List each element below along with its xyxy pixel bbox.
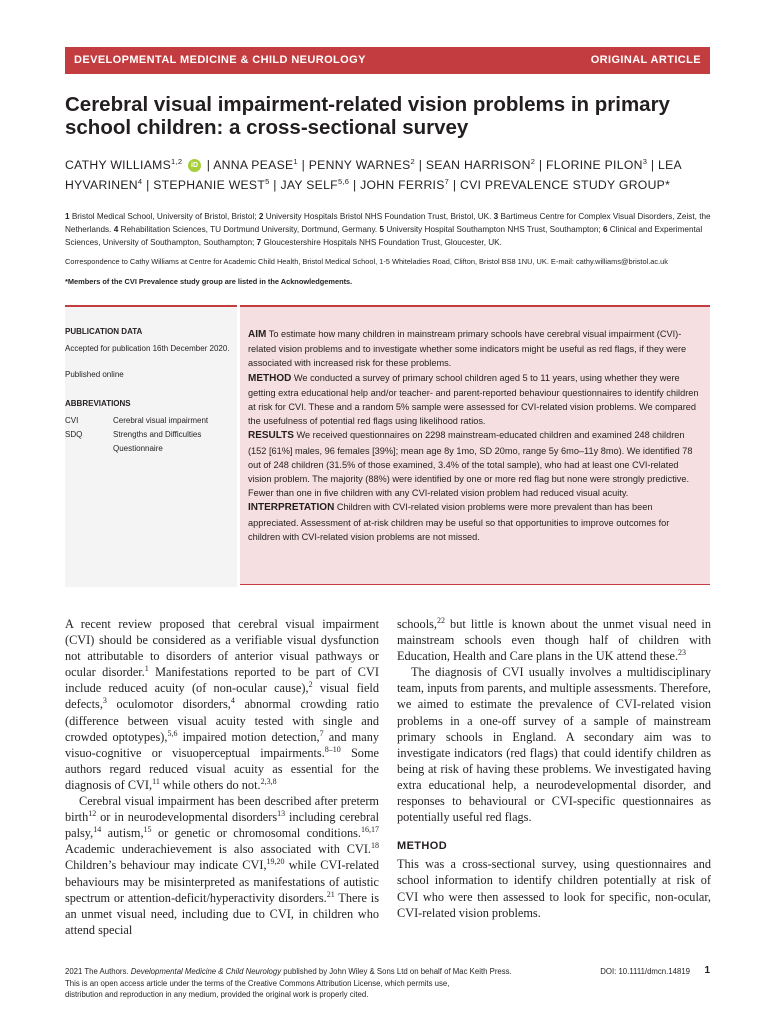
author-affiliation-number: 5,6	[337, 176, 350, 186]
text-run: abnormal crowding ratio (difference between visual acuity tested with single and crowded optotypes),	[65, 697, 380, 744]
text-run: Manifestations reported to be part of CVI include reduced acuity (of non-ocular cause),	[65, 665, 379, 696]
citation: 18	[371, 841, 379, 851]
abbreviation-value: Cerebral visual impairment	[113, 416, 209, 425]
text-run: A recent review proposed that cerebral visual impairment (CVI) should be considered as a verifiable visual dysfunction not attributable to disorders of anterior visual pathways or ocular disorder.	[65, 617, 379, 680]
citation: 5,6	[167, 728, 178, 738]
publication-data-heading: PUBLICATION DATA	[65, 327, 143, 336]
author-name: ANNA PEASE	[213, 158, 294, 172]
affiliation-text: Rehabilitation Sciences, TU Dortmund University, Dortmund, Germany.	[120, 225, 378, 234]
abstract-label: INTERPRETATION	[248, 502, 335, 514]
affiliation-text: Gloucestershire Hospitals NHS Foundation Trust, Gloucester, UK.	[263, 238, 502, 247]
text-run: while others do not.	[159, 777, 261, 792]
text-run: or in neurodevelopmental disorders	[96, 810, 278, 825]
author-affiliation-number: 2	[410, 156, 416, 166]
paragraph	[397, 856, 711, 920]
text-run: Children’s behaviour may indicate CVI,	[65, 858, 267, 873]
author-affiliation-number: 1,2	[171, 156, 183, 166]
affiliation-number: 2	[258, 212, 264, 221]
affiliation-text: University Hospital Southampton NHS Trust, Southampton;	[386, 225, 601, 234]
abstract-label: METHOD	[248, 372, 292, 384]
affiliation-number: 7	[256, 238, 262, 247]
abstract-section	[248, 428, 702, 500]
abbreviations-heading: ABBREVIATIONS	[65, 399, 131, 408]
author-name: LEA HYVARINEN	[65, 158, 682, 192]
abbreviation-value: Strengths and Difficulties Questionnaire	[113, 430, 202, 453]
text-run: while CVI-related behaviours may be misinterpreted as manifestations of autistic spectrum or attention-deficit/hyperactivity disorders.	[65, 858, 379, 905]
orcid-icon[interactable]: iD	[188, 159, 201, 172]
citation: 13	[277, 809, 286, 819]
citation: 2,3,8	[260, 776, 277, 786]
affiliation-number: 5	[379, 225, 385, 234]
affiliation-number: 4	[113, 225, 119, 234]
abbreviation-key: CVI	[65, 416, 79, 425]
abbreviation-row	[65, 414, 237, 428]
author-affiliation-number: 1	[293, 156, 298, 166]
author-name: JAY SELF	[280, 178, 338, 192]
author-name: PENNY WARNES	[308, 158, 411, 172]
text-run: impaired motion detection,	[177, 729, 320, 744]
abstract-box	[240, 305, 710, 585]
citation: 11	[152, 776, 160, 786]
citation: 7	[319, 728, 324, 738]
citation: 1	[144, 664, 149, 674]
paragraph	[65, 616, 379, 793]
abstract-section	[248, 327, 702, 371]
author-list: CATHY WILLIAMS$^{1,2}$ iD | ANNA PEASE$^1$ | PENNY WARNES$^2$ | SEAN HARRISON$^2$ | FLORINE PILON$^3$ | LEA HYVARINEN$^4$ | STEPHANIE WEST$^5$ | JAY SELF$^{5,6}$ | JOHN FERRIS$^7$ | CVI PREVALENCE STUDY GROUP*	[65, 156, 682, 192]
paragraph	[397, 616, 711, 664]
abstract-section	[248, 371, 702, 429]
text-run: oculomotor disorders,	[106, 697, 231, 712]
citation: 15	[143, 825, 152, 835]
citation: 23	[678, 648, 687, 658]
citation: 12	[88, 809, 97, 819]
text-run: Academic underachievement is also associated with CVI.	[65, 842, 371, 857]
members-note: *Members of the CVI Prevalence study group are listed in the Acknowledgements.	[65, 277, 353, 286]
citation: 19,20	[266, 857, 285, 867]
author-affiliation-number: 5	[265, 176, 270, 186]
text-run: visual field defects,	[65, 681, 379, 712]
author-name: CVI PREVALENCE STUDY GROUP	[460, 178, 666, 192]
accepted-date: Accepted for publication 16th December 2020.	[65, 344, 230, 353]
journal-banner	[65, 47, 710, 74]
abstract-body: We conducted a survey of primary school children aged 5 to 11 years, using whether they were getting extra educational help and/or teacher- and parent-reported behaviour questionnaires to identify children at risk for CVI. These and a random 5% sample were assessed for CVI-related vision problems. We compared the usefulness of potential red flags using likelihood ratios.	[248, 372, 699, 427]
publication-data-box	[65, 305, 237, 587]
author-affiliation-number: 2	[530, 156, 536, 166]
paragraph	[65, 793, 379, 938]
affiliation-number: 3	[493, 212, 499, 221]
author-affiliation-number: 7	[444, 176, 450, 186]
text-run: but little is known about the unmet visual need in mainstream schools even though half of children with Education, Health and Care plans in the UK attend these.	[397, 617, 711, 664]
citation: 22	[436, 615, 445, 625]
citation: 2	[308, 680, 313, 690]
abstract-text	[248, 327, 702, 544]
abstract-label: RESULTS	[248, 430, 294, 442]
abbreviation-row	[65, 428, 237, 456]
citation: 14	[93, 825, 102, 835]
section-heading-method: METHOD	[397, 840, 448, 853]
text-run: Some authors regard reduced visual acuity as essential for the diagnosis of CVI,	[65, 745, 379, 792]
text-run: including cerebral palsy,	[65, 810, 379, 841]
copyright-text: 2021 The Authors.	[65, 967, 131, 976]
page-number: 1	[704, 965, 710, 976]
published-online: Published online	[65, 370, 124, 379]
abbreviation-key: SDQ	[65, 430, 83, 439]
affiliation-number: 1	[65, 212, 70, 221]
affiliation-number: 6	[602, 225, 608, 234]
citation: 4	[230, 696, 235, 706]
author-affiliation-number: 4	[137, 176, 143, 186]
text-run: There is an unmet visual need, including due to CVI, in children who attend special	[65, 890, 379, 937]
journal-title-footer: Developmental Medicine & Child Neurology	[130, 967, 282, 976]
doi[interactable]: DOI: 10.1111/dmcn.14819	[600, 967, 690, 976]
affiliation-text: Clinical and Experimental Sciences, University of Southampton, Southampton;	[65, 225, 703, 247]
author-note-mark: *	[665, 178, 671, 192]
license-line: distribution and reproduction in any medium, provided the original work is properly cited.	[65, 990, 369, 999]
author-affiliation-number: 3	[642, 156, 648, 166]
text-run: schools,	[397, 617, 437, 631]
text-run: Cerebral visual impairment has been described after preterm birth	[65, 794, 379, 825]
journal-name: DEVELOPMENTAL MEDICINE & CHILD NEUROLOGY	[74, 54, 366, 66]
correspondence: Correspondence to Cathy Williams at Centre for Academic Child Health, Bristol Medical School, 1-5 Whiteladies Road, Clifton, Bristol BS8 1NU, UK. E-mail: cathy.williams@bristol.ac.uk	[65, 257, 668, 266]
author-name: SEAN HARRISON	[425, 158, 531, 172]
affiliation-text: Bartimeus Centre for Complex Visual Disorders, Zeist, the Netherlands.	[65, 212, 711, 234]
abstract-body: We received questionnaires on 2298 mainstream-educated children and examined 248 children (152 [61%] males, 96 females [39%]; mean age 8y 1mo, SD 20mo, range 5y 6mo–11y 8mo). We identified 78 out of 248 children (31.5% of those examined, 3.4% of the total sample), who had at least one CVI-related vision problem. The majority (88%) were identified by one or more red flag but none were strongly predictive. Fewer than one in five children with any CVI-related vision problem had reduced visual acuity.	[248, 430, 693, 499]
paragraph	[397, 664, 711, 825]
citation: 16,17	[361, 825, 379, 835]
license-line: This is an open access article under the terms of the Creative Commons Attribution License, which permits use,	[65, 978, 450, 988]
article-type: ORIGINAL ARTICLE	[590, 54, 701, 66]
abbreviations-list	[65, 414, 237, 456]
abstract-body: Children with CVI-related vision problems were more prevalent than has been appreciated. Assessment of at-risk children may be useful so that opportunities to improve outcomes for children with CVI-related vision problems are not missed.	[248, 502, 670, 542]
text-run: This was a cross-sectional survey, using questionnaires and school information to identify children potentially at risk of CVI who were then assessed to look for specific, non-ocular, CVI-related vision problems.	[397, 857, 711, 920]
author-name: STEPHANIE WEST	[153, 178, 266, 192]
citation: 3	[102, 696, 107, 706]
author-name: CATHY WILLIAMS	[65, 158, 172, 172]
text-run: autism,	[101, 826, 144, 841]
affiliations	[65, 210, 715, 249]
text-run: The diagnosis of CVI usually involves a multidisciplinary team, inputs from parents, and multiple assessments. Therefore, we aimed to estimate the prevalence of CVI-related vision problems in a one-off survey of a sample of mainstream primary schools in England. A secondary aim was to investigate indicators (red flags) that could identify children as being at risk of having these problems. We investigated having extra educational help, a neurodevelopmental disorder, and responses to behavioural or CVI-specific questionnaires as potentially useful red flags.	[397, 665, 711, 825]
author-name: JOHN FERRIS	[360, 178, 445, 192]
citation: 21	[326, 889, 335, 899]
abstract-label: AIM	[248, 329, 267, 340]
abstract-body: To estimate how many children in mainstream primary schools have cerebral visual impairment (CVI)-related vision problems and to investigate whether some indicators might be useful as red flags, if they were associated with increased risk for these problems.	[248, 329, 687, 369]
body-column-left	[65, 616, 379, 938]
page-footer	[65, 966, 710, 1001]
abstract-section	[248, 500, 702, 544]
article-title: Cerebral visual impairment-related vision problems in primary school children: a cross-sectional survey	[65, 93, 670, 139]
citation: 8–10	[324, 744, 341, 754]
text-run: and many visuo-cognitive or visuoperceptual impairments.	[65, 729, 379, 760]
text-run: or genetic or chromosomal conditions.	[151, 826, 361, 841]
author-name: FLORINE PILON	[546, 158, 643, 172]
publisher-text: published by John Wiley & Sons Ltd on behalf of Mac Keith Press.	[281, 967, 512, 976]
affiliation-text: University Hospitals Bristol NHS Foundation Trust, Bristol, UK.	[265, 212, 492, 221]
affiliation-text: Bristol Medical School, University of Bristol, Bristol;	[71, 212, 257, 221]
body-column-right	[397, 616, 711, 921]
